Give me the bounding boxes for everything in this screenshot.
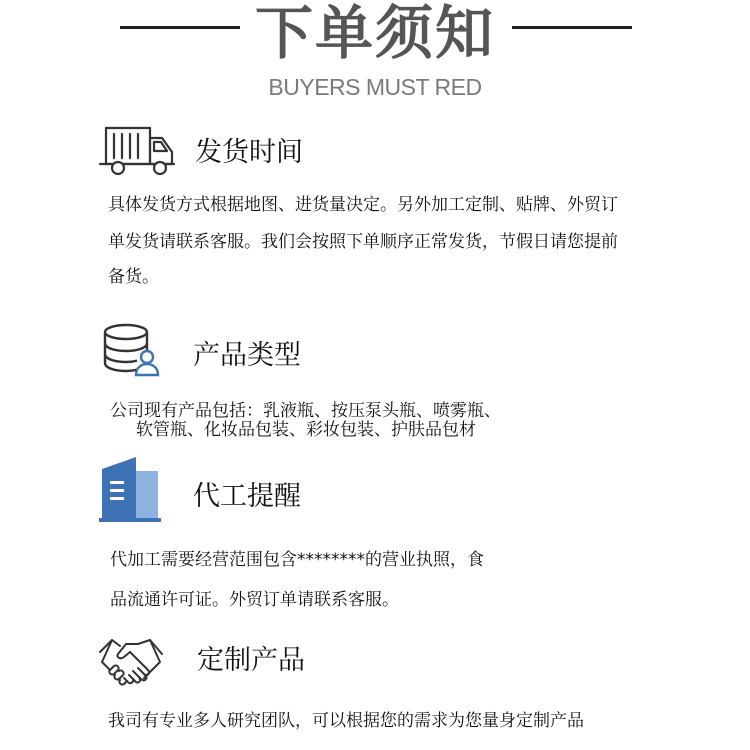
- product-types-line-1: 公司现有产品包括：乳液瓶、按压泵头瓶、喷雾瓶、: [110, 401, 501, 421]
- shipping-text-line-1: 具体发货方式根据地图、进货量决定。另外加工定制、贴牌、外贸订: [108, 195, 618, 215]
- oem-text-line-2: 品流通许可证。外贸订单请联系客服。: [110, 590, 399, 610]
- shipping-text-line-2: 单发货请联系客服。我们会按照下单顺序正常发货，节假日请您提前: [108, 232, 618, 252]
- oem-text-line-1: 代加工需要经营范围包含********的营业执照，食: [110, 550, 484, 570]
- section-title-shipping: 发货时间: [195, 137, 303, 168]
- section-title-custom: 定制产品: [197, 645, 305, 676]
- database-user-icon: [102, 323, 160, 377]
- shipping-text-line-3: 备货。: [108, 267, 159, 287]
- truck-icon: [98, 124, 176, 180]
- building-icon: [98, 455, 162, 525]
- page-subtitle: BUYERS MUST RED: [268, 74, 482, 100]
- section-title-oem: 代工提醒: [193, 481, 301, 512]
- page-title: 下单须知: [254, 0, 495, 67]
- handshake-icon: [98, 632, 164, 692]
- product-types-line-2: 软管瓶、化妆品包装、彩妆包装、护肤品包材: [136, 420, 476, 440]
- section-title-product-types: 产品类型: [193, 340, 301, 371]
- custom-text-line-1: 我司有专业多人研究团队，可以根据您的需求为您量身定制产品: [108, 711, 584, 731]
